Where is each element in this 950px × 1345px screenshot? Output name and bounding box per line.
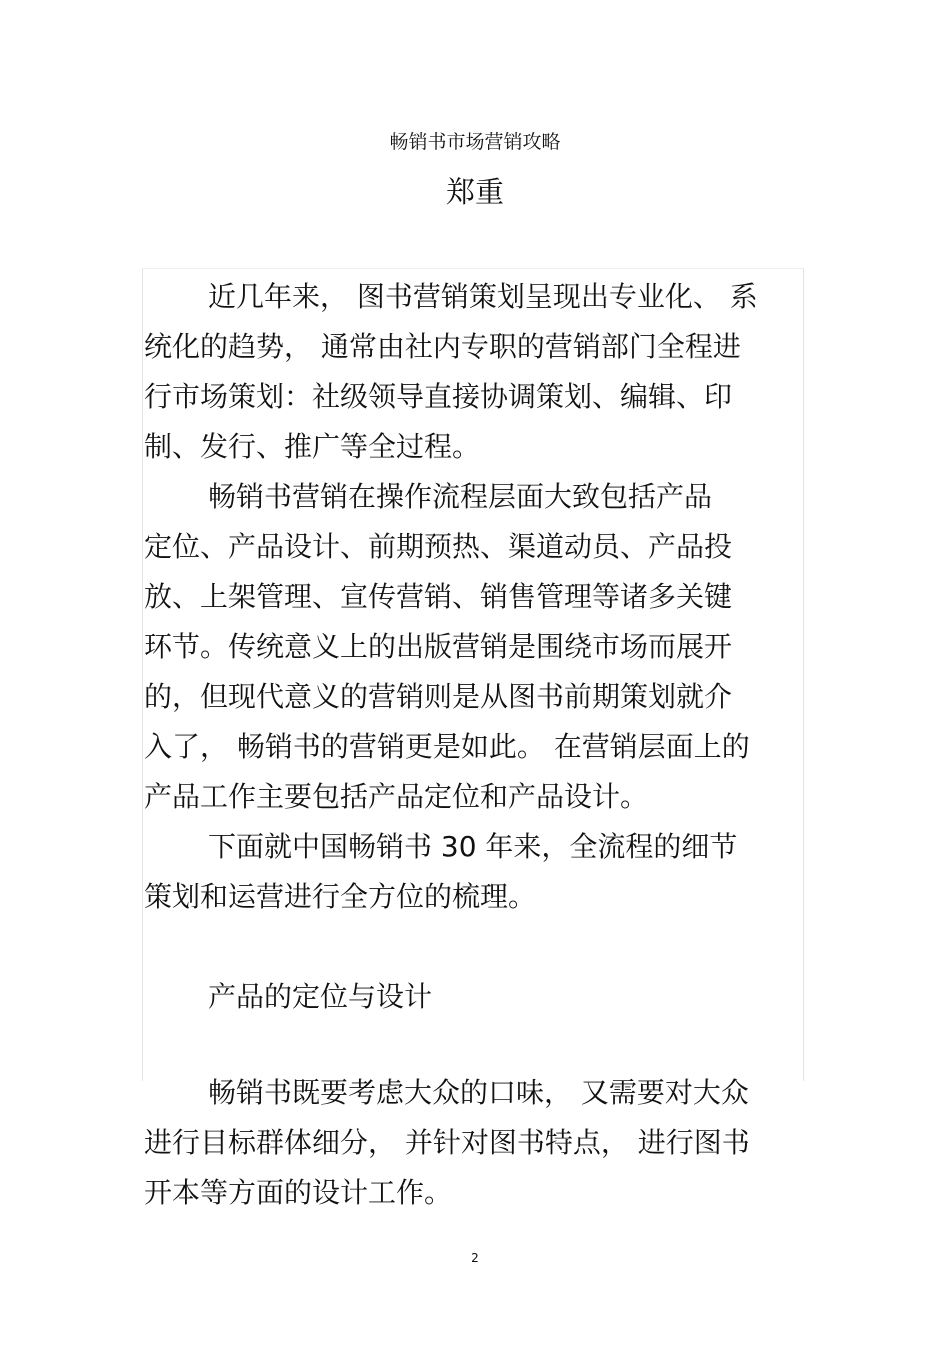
text-line: 定位、产品设计、前期预热、渠道动员、产品投	[144, 530, 733, 563]
text-line: 近几年来， 图书营销策划呈现出专业化、 系	[208, 280, 758, 313]
text-line: 统化的趋势， 通常由社内专职的营销部门全程进	[144, 330, 741, 363]
text-line: 行市场策划：社级领导直接协调策划、编辑、印	[144, 380, 733, 413]
paragraph-overview	[144, 822, 804, 922]
text-line: 环节。传统意义上的出版营销是围绕市场而展开	[144, 630, 733, 663]
text-line: 放、上架管理、宣传营销、销售管理等诸多关键	[144, 580, 733, 613]
text-line: 的，但现代意义的营销则是从图书前期策划就介	[144, 680, 733, 713]
text-line: 产品工作主要包括产品定位和产品设计。	[144, 780, 649, 813]
text-line: 进行目标群体细分， 并针对图书特点， 进行图书	[144, 1126, 750, 1159]
text-line: 制、发行、推广等全过程。	[144, 430, 481, 463]
document-author: 郑重	[445, 175, 504, 209]
text-line: 入了， 畅销书的营销更是如此。 在营销层面上的	[144, 730, 750, 763]
text-line: 畅销书营销在操作流程层面大致包括产品	[208, 480, 713, 513]
text-line: 畅销书既要考虑大众的口味， 又需要对大众	[208, 1076, 749, 1109]
paragraph-intro	[144, 272, 804, 472]
text-line: 开本等方面的设计工作。	[144, 1176, 453, 1209]
section-heading: 产品的定位与设计	[208, 980, 433, 1013]
document-title: 畅销书市场营销攻略	[389, 131, 561, 153]
text-line: 下面就中国畅销书 30 年来，全流程的细节	[208, 830, 738, 863]
page-number: 2	[471, 1251, 479, 1265]
paragraph-process	[144, 472, 804, 822]
text-line: 策划和运营进行全方位的梳理。	[144, 880, 537, 913]
paragraph-section	[144, 1068, 804, 1218]
